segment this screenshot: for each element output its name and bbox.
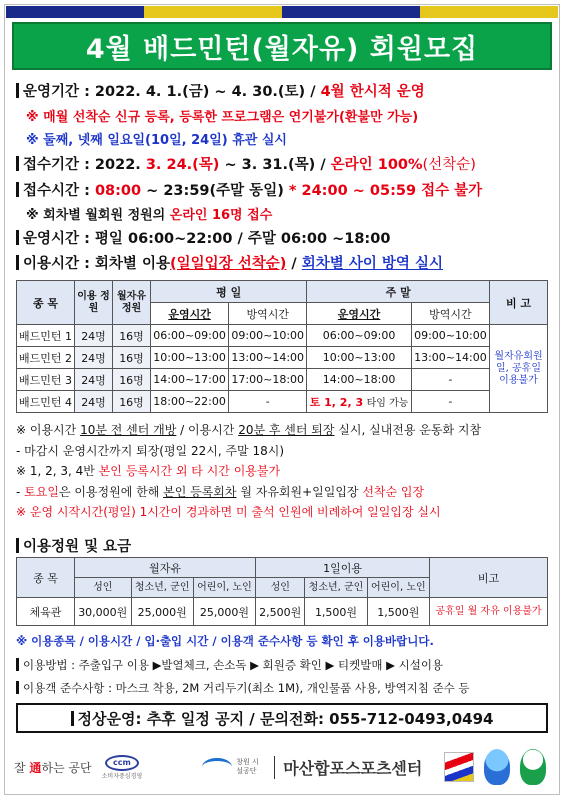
flag-emblem-icon (444, 752, 474, 782)
top-color-bar (6, 6, 558, 18)
registration-note: ※ 회차별 월회원 정원의 온라인 16명 접수 (26, 208, 273, 223)
notice-3: ※ 1, 2, 3, 4반 본인 등록시간 외 타 시간 이용불가 (16, 464, 281, 478)
corporation-name: 창원 시설공단 (236, 758, 259, 775)
corporation-logo-icon (202, 758, 232, 776)
user-rules: 이용객 준수사항 : 마스크 착용, 2M 거리두기(최소 1M), 개인물품 사용, 방역지침 준수 등 (16, 680, 470, 696)
confirm-notice: ※ 이용종목 / 이용시간 / 입·출입 시간 / 이용객 준수사항 등 확인 후 이용바랍니다. (16, 634, 434, 648)
contact-box: 정상운영: 추후 일정 공지 / 문의전화: 055-712-0493,0494 (16, 703, 548, 733)
operation-period: 운영기간 : 2022. 4. 1.(금) ~ 4. 30.(토) / 4월 한시적 운영 (16, 80, 425, 101)
schedule-table: 종 목 이용 정원 월자유 정원 평 일 주 말 비 고 운영시간 방역시간 운영시간 방역시간 배드민턴 1 24명 16명 06:00~09:00 09:00~10:00 06:00~09:00 09:00~10:00 월자유회원 일, 공휴일 이용불가 배드민턴 2 24명 16명 10:00~13:00 13:00~14:00 10:00~13:00 13:00~14:00 배드민턴 3 24명 16명 14:00~17:00 17:00~18:00 14:00~18:00 - 배드민턴 4 24명 16명 18:00~22:00 - 토 1, 2, 3 타임 가능 - (16, 280, 548, 413)
operating-hours: 운영시간 : 평일 06:00~22:00 / 주말 06:00 ~18:00 (16, 227, 390, 248)
fee-table: 종 목 월자유 1일이용 비고 성인 청소년, 군인 어린이, 노인 성인 청소년, 군인 어린이, 노인 체육관 30,000원 25,000원 25,000원 2,500원 1,500원 1,500원 공휴일 월 자유 이용불가 (16, 557, 548, 626)
schedule-note: 월자유회원 일, 공휴일 이용불가 (490, 325, 548, 413)
notice-1: ※ 이용시간 10분 전 센터 개방 / 이용시간 20분 후 센터 퇴장 실시, 실내전용 운동화 지참 (16, 423, 482, 437)
slogan: 잘 通하는 공단 (14, 760, 92, 775)
footer (14, 745, 550, 789)
usage-time: 이용시간 : 회차별 이용(일일입장 선착순) / 회차별 사이 방역 실시 (16, 252, 443, 273)
sports-center-name: 마산합포스포츠센터 (274, 756, 422, 779)
page-title: 4월 배드민턴(월자유) 회원모집 (12, 22, 552, 70)
operation-note-1: ※ 매월 선착순 신규 등록, 등록한 프로그램은 연기불가(환불만 가능) (26, 110, 419, 125)
table-row: 배드민턴 4 24명 16명 18:00~22:00 - 토 1, 2, 3 타임 가능 - (17, 391, 548, 413)
notice-5: ※ 운영 시작시간(평일) 1시간이 경과하면 미 출석 인원에 비례하여 일일입장 실시 (16, 505, 441, 519)
table-row: 체육관 30,000원 25,000원 25,000원 2,500원 1,500원 1,500원 공휴일 월 자유 이용불가 (17, 598, 548, 626)
registration-time: 접수시간 : 08:00 ~ 23:59(주말 동일) * 24:00 ~ 05:59 접수 불가 (16, 179, 482, 200)
table-row: 배드민턴 2 24명 16명 10:00~13:00 13:00~14:00 10:00~13:00 13:00~14:00 (17, 347, 548, 369)
ccm-logo: ccm 소비자중심경영 (102, 755, 143, 780)
mascot-blue-icon (484, 749, 510, 785)
table-row: 배드민턴 3 24명 16명 14:00~17:00 17:00~18:00 14:00~18:00 - (17, 369, 548, 391)
operation-note-2: ※ 둘째, 넷째 일요일(10일, 24일) 휴관 실시 (26, 133, 287, 148)
table-row: 배드민턴 1 24명 16명 06:00~09:00 09:00~10:00 06:00~09:00 09:00~10:00 월자유회원 일, 공휴일 이용불가 (17, 325, 548, 347)
notice-4: - 토요일은 이용정원에 한해 본인 등록회차 월 자유회원+일일입장 선착순 입장 (16, 485, 425, 499)
fee-section-title: 이용정원 및 요금 (16, 535, 131, 556)
mascot-green-icon (520, 749, 546, 785)
registration-period: 접수기간 : 2022. 3. 24.(목) ~ 3. 31.(목) / 온라인 100%(선착순) (16, 153, 476, 174)
notice-2: - 마감시 운영시간까지 퇴장(평일 22시, 주말 18시) (16, 444, 284, 458)
usage-method: 이용방법 : 주출입구 이용 ▶발열체크, 손소독 ▶ 회원증 확인 ▶ 티켓발매 ▶ 시설이용 (16, 657, 443, 673)
